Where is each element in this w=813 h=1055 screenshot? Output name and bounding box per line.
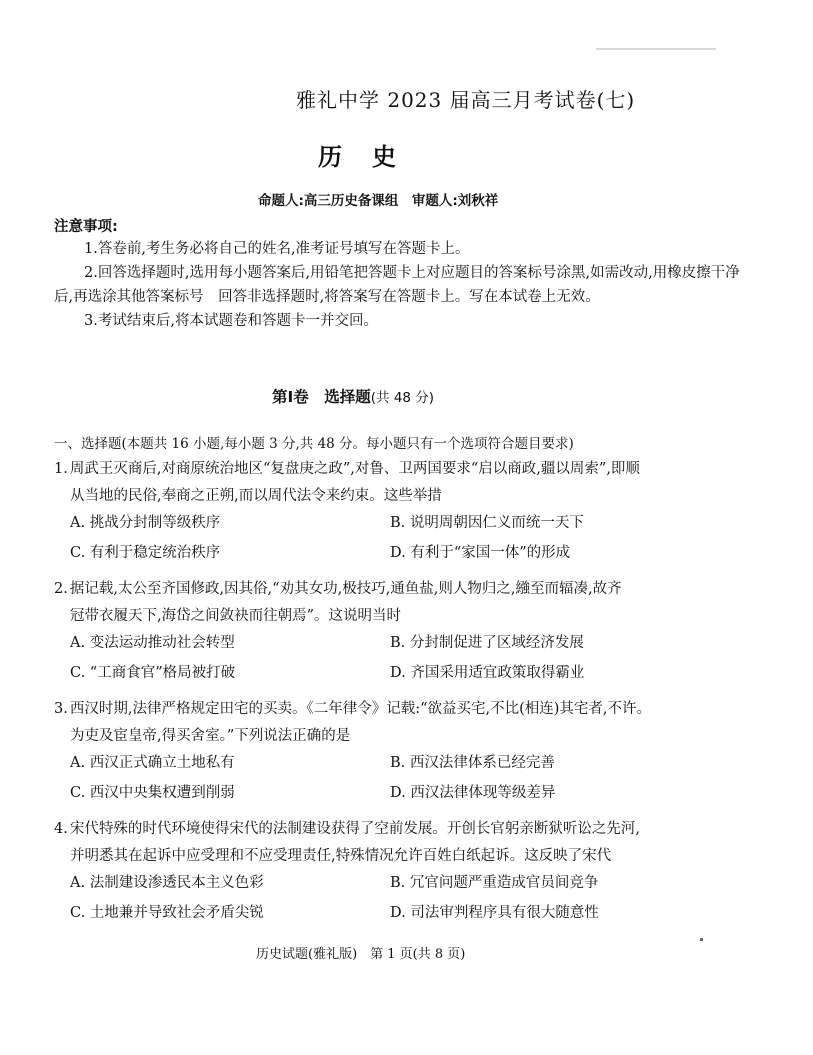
notice-item: 1.答卷前,考生务必将自己的姓名,准考证号填写在答题卡上。	[84, 241, 470, 257]
option-b: B. 西汉法律体系已经完善	[390, 755, 555, 771]
option-c: C. 西汉中央集权遭到削弱	[70, 785, 235, 801]
option-group	[54, 870, 764, 930]
question-stem	[54, 576, 764, 630]
stem-line: 冠带衣履天下,海岱之间敛袂而往朝焉”。这说明当时	[70, 608, 402, 624]
question-2	[54, 576, 764, 690]
option-b: B. 冗官问题严重造成官员间竞争	[390, 875, 599, 891]
stem-line: 据记载,太公至齐国修政,因其俗,“劝其女功,极技巧,通鱼盐,则人物归之,繈至而辐凑,故齐	[69, 581, 622, 597]
option-d: D. 司法审判程序具有很大随意性	[390, 905, 599, 921]
option-a: A. 挑战分封制等级秩序	[70, 515, 221, 531]
option-d: D. 齐国采用适宜政策取得霸业	[390, 665, 585, 681]
part-heading: 一、选择题(本题共 16 小题,每小题 3 分,共 48 分。每小题只有一个选项符合题目要求)	[54, 436, 574, 452]
question-number: 1.	[54, 461, 68, 477]
question-stem	[54, 456, 764, 510]
authors-line: 命题人:高三历史备课组 审题人:刘秋祥	[258, 193, 499, 209]
section-title-score: (共 48 分)	[370, 390, 435, 406]
question-stem	[54, 816, 764, 870]
option-d: D. 西汉法律体现等级差异	[390, 785, 556, 801]
scan-artifact	[596, 48, 716, 50]
scan-artifact	[700, 938, 703, 941]
question-4	[54, 816, 764, 930]
section-title	[272, 385, 434, 407]
option-d: D. 有利于“家国一体”的形成	[390, 545, 571, 561]
option-b: B. 分封制促进了区域经济发展	[390, 635, 584, 651]
question-stem	[54, 696, 764, 750]
option-group	[54, 510, 764, 570]
option-c: C. 土地兼并导致社会矛盾尖锐	[70, 905, 264, 921]
page-footer: 历史试题(雅礼版) 第 1 页(共 8 页)	[256, 947, 466, 962]
notice-item: 3.考试结束后,将本试题卷和答题卡一并交回。	[84, 313, 378, 329]
option-b: B. 说明周朝因仁义而统一天下	[390, 515, 584, 531]
option-group	[54, 630, 764, 690]
subject-title: 历史	[318, 142, 426, 171]
notice-list	[54, 237, 744, 333]
option-a: A. 变法运动推动社会转型	[70, 635, 235, 651]
exam-title: 雅礼中学 2023 届高三月考试卷(七)	[296, 88, 636, 112]
option-group	[54, 750, 764, 810]
stem-line: 并明悉其在起诉中应受理和不应受理责任,特殊情况允许百姓白纸起诉。这反映了宋代	[70, 848, 612, 864]
stem-line: 周武王灭商后,对商原统治地区“复盘庚之政”,对鲁、卫两国要求“启以商政,疆以周索”,即顺	[69, 461, 640, 477]
notice-item: 2.回答选择题时,选用每小题答案后,用铅笔把答题卡上对应题目的答案标号涂黑,如需改动,用橡皮擦干净后,再选涂其他答案标号 回答非选择题时,将答案写在答题卡上。写在本试卷上无效。	[54, 265, 740, 305]
question-1	[54, 456, 764, 570]
stem-line: 宋代特殊的时代环境使得宋代的法制建设获得了空前发展。开创长官躬亲断狱听讼之先河,	[69, 821, 640, 837]
stem-line: 从当地的民俗,奉商之正朔,而以周代法令来约束。这些举措	[70, 488, 442, 504]
option-c: C. “工商食官”格局被打破	[70, 665, 236, 681]
option-a: A. 西汉正式确立土地私有	[70, 755, 235, 771]
stem-line: 西汉时期,法律严格规定田宅的买卖。《二年律令》记载:“欲益买宅,不比(相连)其宅者,不许。	[69, 701, 652, 717]
notice-heading: 注意事项:	[54, 219, 118, 235]
stem-line: 为吏及宦皇帝,得买舍室。”下列说法正确的是	[70, 728, 351, 744]
question-3	[54, 696, 764, 810]
section-title-main: 第Ⅰ卷 选择题	[272, 388, 371, 406]
question-number: 3.	[54, 701, 68, 717]
question-number: 2.	[54, 581, 68, 597]
option-a: A. 法制建设渗透民本主义色彩	[70, 875, 264, 891]
question-number: 4.	[54, 821, 68, 837]
option-c: C. 有利于稳定统治秩序	[70, 545, 221, 561]
